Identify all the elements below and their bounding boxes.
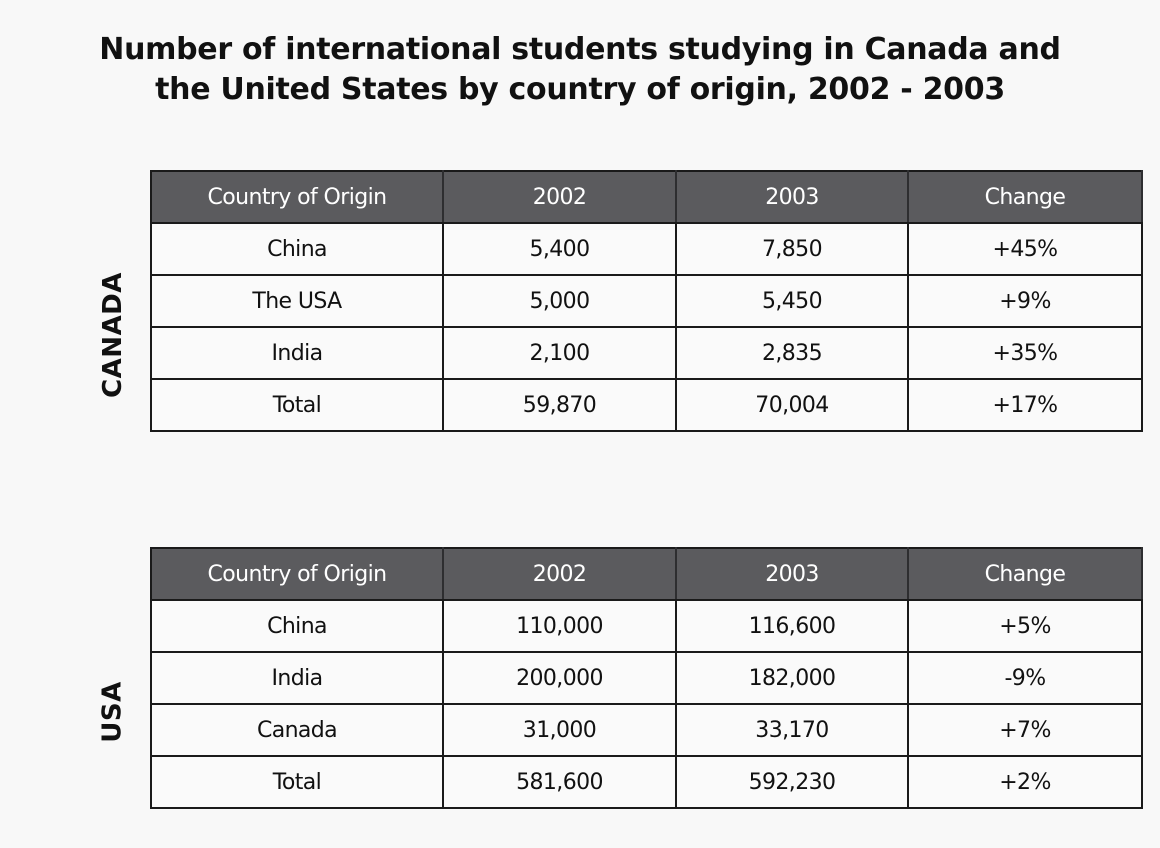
cell-2002: 581,600 bbox=[443, 756, 676, 808]
cell-country: China bbox=[151, 223, 443, 275]
chart-title-line-1: Number of international students studying in Canada and bbox=[99, 32, 1061, 67]
cell-2002: 110,000 bbox=[443, 600, 676, 652]
column-header-country: Country of Origin bbox=[151, 548, 443, 600]
cell-change: +17% bbox=[908, 379, 1142, 431]
table-row bbox=[151, 704, 1142, 756]
cell-2003: 33,170 bbox=[676, 704, 908, 756]
cell-2003: 592,230 bbox=[676, 756, 908, 808]
column-header-change: Change bbox=[908, 171, 1142, 223]
canada-side-label-text: CANADA bbox=[98, 272, 129, 398]
table-row bbox=[151, 327, 1142, 379]
cell-country: India bbox=[151, 652, 443, 704]
column-header-2002: 2002 bbox=[443, 548, 676, 600]
cell-2003: 70,004 bbox=[676, 379, 908, 431]
cell-country: Total bbox=[151, 756, 443, 808]
column-header-change: Change bbox=[908, 548, 1142, 600]
cell-change: +45% bbox=[908, 223, 1142, 275]
cell-2003: 5,450 bbox=[676, 275, 908, 327]
cell-change: +7% bbox=[908, 704, 1142, 756]
cell-change: +5% bbox=[908, 600, 1142, 652]
cell-country: Total bbox=[151, 379, 443, 431]
cell-2002: 2,100 bbox=[443, 327, 676, 379]
cell-change: +2% bbox=[908, 756, 1142, 808]
cell-2003: 7,850 bbox=[676, 223, 908, 275]
column-header-country: Country of Origin bbox=[151, 171, 443, 223]
cell-change: +35% bbox=[908, 327, 1142, 379]
table-row bbox=[151, 652, 1142, 704]
canada-header-row bbox=[151, 171, 1142, 223]
usa-table bbox=[150, 547, 1143, 809]
cell-change: +9% bbox=[908, 275, 1142, 327]
chart-title bbox=[0, 30, 1160, 110]
cell-country: China bbox=[151, 600, 443, 652]
table-row bbox=[151, 223, 1142, 275]
canada-table bbox=[150, 170, 1143, 432]
cell-2002: 5,000 bbox=[443, 275, 676, 327]
cell-2002: 31,000 bbox=[443, 704, 676, 756]
cell-2002: 200,000 bbox=[443, 652, 676, 704]
column-header-2003: 2003 bbox=[676, 171, 908, 223]
cell-2003: 2,835 bbox=[676, 327, 908, 379]
cell-2003: 116,600 bbox=[676, 600, 908, 652]
table-row bbox=[151, 600, 1142, 652]
usa-side-label-text: USA bbox=[98, 681, 128, 743]
cell-2002: 59,870 bbox=[443, 379, 676, 431]
usa-side-label bbox=[90, 603, 136, 821]
canada-side-label bbox=[90, 226, 136, 444]
table-row-total bbox=[151, 379, 1142, 431]
table-row-total bbox=[151, 756, 1142, 808]
cell-country: The USA bbox=[151, 275, 443, 327]
column-header-2003: 2003 bbox=[676, 548, 908, 600]
cell-change: -9% bbox=[908, 652, 1142, 704]
cell-country: Canada bbox=[151, 704, 443, 756]
usa-header-row bbox=[151, 548, 1142, 600]
cell-2002: 5,400 bbox=[443, 223, 676, 275]
column-header-2002: 2002 bbox=[443, 171, 676, 223]
cell-country: India bbox=[151, 327, 443, 379]
table-row bbox=[151, 275, 1142, 327]
cell-2003: 182,000 bbox=[676, 652, 908, 704]
chart-title-line-2: the United States by country of origin, 2002 - 2003 bbox=[155, 72, 1005, 107]
